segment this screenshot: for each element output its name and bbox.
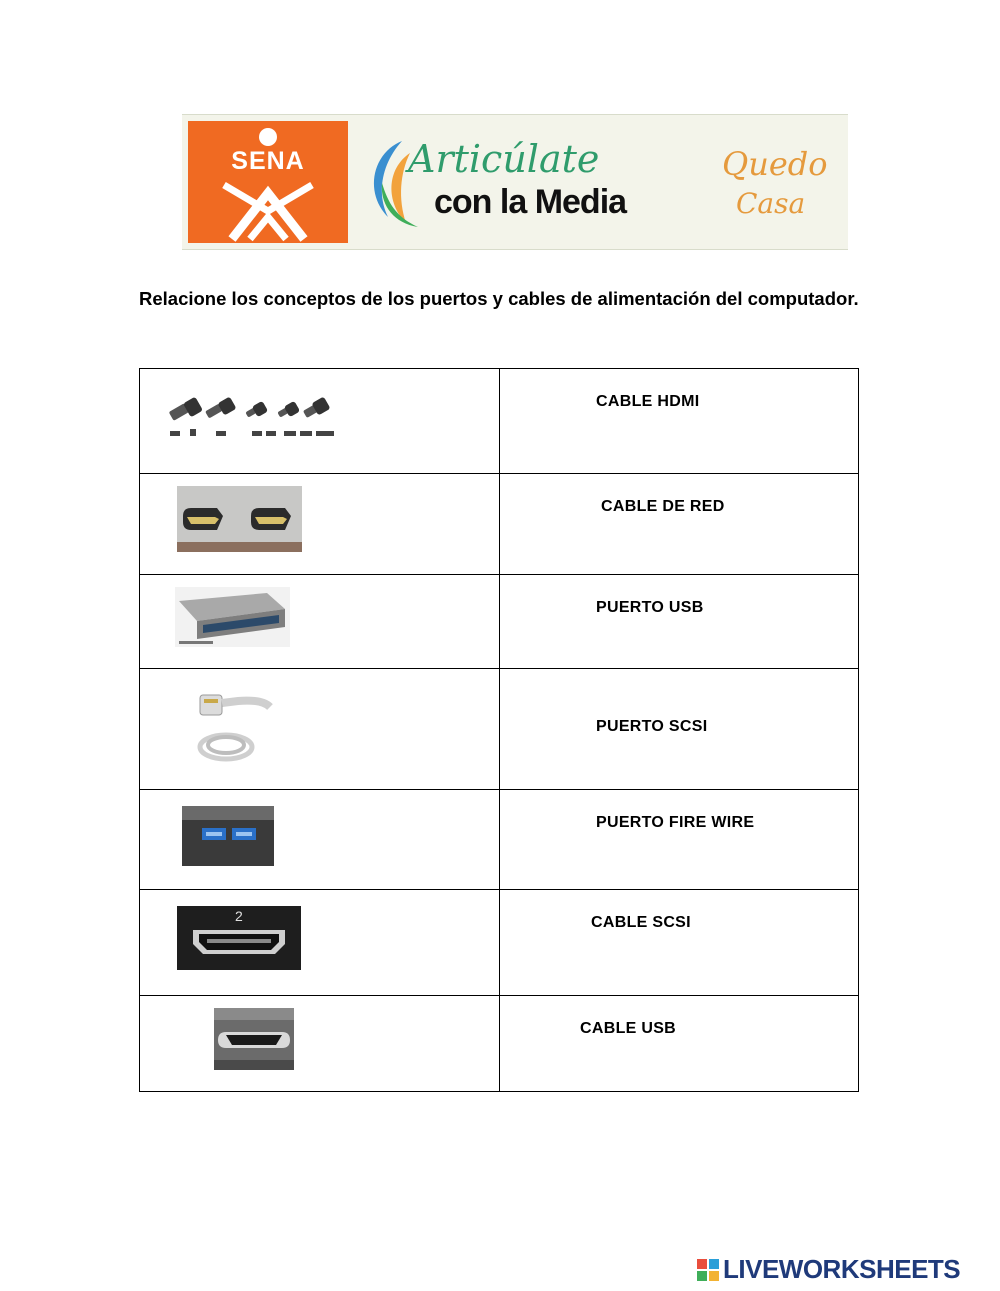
concept-label: CABLE HDMI <box>596 393 700 410</box>
image-cell <box>140 996 500 1092</box>
image-cell <box>140 474 500 575</box>
scsi-connector-image <box>175 587 290 647</box>
scsi-port-image <box>214 1008 294 1070</box>
matching-table <box>139 368 859 1092</box>
usb-ports-image <box>182 806 274 866</box>
liveworksheets-text: LIVEWORKSHEETS <box>723 1254 961 1284</box>
table-row <box>140 575 859 669</box>
table-row <box>140 890 859 996</box>
casa-word: Casa <box>736 187 806 220</box>
table-row <box>140 996 859 1092</box>
quedo-word: Quedo <box>722 145 828 183</box>
concept-label: PUERTO USB <box>596 599 704 616</box>
table-row <box>140 474 859 575</box>
concept-cell <box>500 474 859 575</box>
con-la-media-word: con la Media <box>434 183 627 221</box>
header-banner <box>182 114 848 250</box>
concept-label: PUERTO FIRE WIRE <box>596 814 755 831</box>
sena-logo-text: SENA <box>231 147 305 175</box>
concept-label: CABLE SCSI <box>591 914 691 931</box>
instructions-text: Relacione los conceptos de los puertos y cables de alimentación del computador. <box>139 288 859 309</box>
concept-label: CABLE USB <box>580 1020 677 1037</box>
concept-cell <box>500 369 859 474</box>
image-cell <box>140 890 500 996</box>
table-row <box>140 669 859 790</box>
concept-cell <box>500 996 859 1092</box>
concept-cell <box>500 575 859 669</box>
articulate-word: Articúlate <box>408 137 600 181</box>
concept-cell <box>500 790 859 890</box>
articulate-logo <box>362 133 642 233</box>
concept-cell <box>500 669 859 790</box>
quedo-en-casa-logo <box>682 135 832 229</box>
network-cable-image <box>192 689 282 769</box>
hdmi-port-image <box>177 906 301 970</box>
table-row <box>140 369 859 474</box>
image-cell <box>140 790 500 890</box>
image-cell <box>140 669 500 790</box>
svg-text:2: 2 <box>235 908 243 924</box>
sena-logo <box>188 121 348 243</box>
image-cell <box>140 369 500 474</box>
usb-connectors-image <box>166 397 336 445</box>
image-cell <box>140 575 500 669</box>
concept-label: PUERTO SCSI <box>596 718 708 735</box>
liveworksheets-brand <box>697 1254 997 1286</box>
firewire-port-image <box>177 486 302 552</box>
table-row <box>140 790 859 890</box>
concept-label: CABLE DE RED <box>601 498 725 515</box>
liveworksheets-logo-icon <box>697 1259 719 1281</box>
concept-cell <box>500 890 859 996</box>
sena-logo-mark <box>188 121 348 243</box>
